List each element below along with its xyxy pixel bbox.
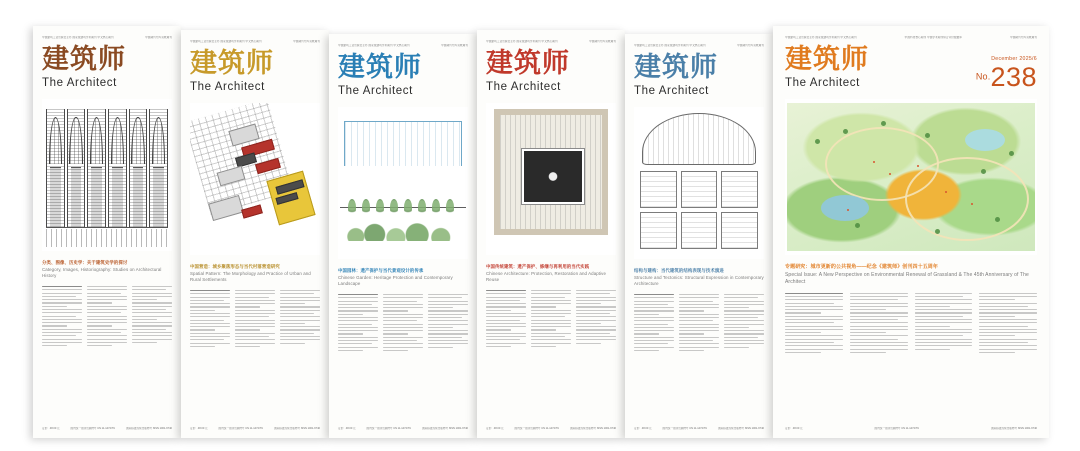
issue-number: 238 bbox=[990, 62, 1037, 93]
cover-6-body-text bbox=[785, 293, 1037, 422]
landscape-planting bbox=[344, 219, 462, 241]
cover-3-headline-cn: 中国园林：遗产保护与当代景观设计的传承 bbox=[338, 268, 424, 274]
magazine-cover-3[interactable] bbox=[329, 34, 477, 438]
cover-2-price: 定价：48.00 元 bbox=[190, 426, 208, 430]
micro-right: 中国期刊方阵双效期刊 bbox=[441, 44, 468, 47]
cover-2-artwork bbox=[190, 103, 320, 255]
cover-6-issue-block bbox=[976, 57, 1037, 91]
cover-2-title-en: The Architect bbox=[190, 81, 265, 94]
cover-4-title-cn: 建筑师 bbox=[486, 48, 570, 80]
cover-5-headline-cn: 结构与建构：当代建筑的结构表现与技术演进 bbox=[634, 268, 724, 274]
micro-right: 中国期刊方阵双效期刊 bbox=[293, 40, 320, 43]
cover-6-title-cn: 建筑师 bbox=[785, 44, 869, 76]
micro-left: 中国建筑工业出版社主办 国家级建筑学术期刊 中文核心期刊 bbox=[634, 44, 706, 47]
cover-6-price: 定价：48.00 元 bbox=[785, 426, 803, 430]
magazine-cover-5[interactable] bbox=[625, 34, 773, 438]
arcade-illustration bbox=[46, 109, 168, 228]
cover-4-price: 定价：48.00 元 bbox=[486, 426, 504, 430]
cover-6-artwork bbox=[785, 99, 1037, 255]
cover-2-title-row bbox=[190, 50, 320, 95]
cover-3-footer bbox=[338, 427, 468, 430]
cover-4-headline bbox=[486, 264, 616, 284]
cover-3-title-cn: 建筑师 bbox=[338, 52, 422, 84]
cover-4-cn-number: 国内统一连续出版物号 CN 11-1474/TU bbox=[514, 426, 560, 430]
cover-3-artwork bbox=[338, 107, 468, 259]
vault-section-drawing bbox=[642, 113, 756, 165]
cover-4-title-en: The Architect bbox=[486, 81, 561, 94]
magazine-cover-2[interactable] bbox=[181, 30, 329, 438]
arcade-ground-hatch bbox=[46, 229, 168, 247]
cover-4-title-row bbox=[486, 50, 616, 95]
cover-6-issn: 国际标准连续出版物号 ISSN 1001-6740 bbox=[991, 426, 1037, 430]
cover-5-title-en: The Architect bbox=[634, 85, 709, 98]
cover-3-headline bbox=[338, 268, 468, 288]
cover-2-headline-en: Spatial Pattern: The Morphology and Practice of Urban and Rural Settlements bbox=[190, 270, 311, 283]
magazine-cover-4[interactable] bbox=[477, 30, 625, 438]
micro-mid: 中国科技核心期刊 中国学术期刊综合评价数据库 bbox=[904, 36, 963, 39]
cover-6-headline-cn: 专题研究：城市更新的公共视角——纪念《建筑师》创刊四十五周年 bbox=[785, 264, 939, 271]
cover-2-cn-number: 国内统一连续出版物号 CN 11-1474/TU bbox=[218, 426, 264, 430]
cover-1-artwork bbox=[42, 99, 172, 251]
cover-5-cn-number: 国内统一连续出版物号 CN 11-1474/TU bbox=[662, 426, 708, 430]
cover-2-title-cn: 建筑师 bbox=[190, 48, 274, 80]
micro-left: 中国建筑工业出版社主办 国家级建筑学术期刊 中文核心期刊 bbox=[190, 40, 262, 43]
magazine-cover-1[interactable] bbox=[33, 26, 181, 438]
micro-right: 中国期刊方阵双效期刊 bbox=[589, 40, 616, 43]
micro-right: 中国期刊方阵双效期刊 bbox=[1010, 36, 1037, 39]
cover-4-headline-en: Chinese Architecture: Protection, Restoration and Adaptive Reuse bbox=[486, 270, 607, 283]
cover-1-footer bbox=[42, 427, 172, 430]
cover-6-headline bbox=[785, 264, 1037, 287]
cover-1-cn-number: 国内统一连续出版物号 CN 11-1474/TU bbox=[70, 426, 116, 430]
cover-2-body-text bbox=[190, 290, 320, 422]
micro-left: 中国建筑工业出版社主办 国家级建筑学术期刊 中文核心期刊 bbox=[338, 44, 410, 47]
cover-6-masthead-microtext bbox=[785, 36, 1037, 39]
drawing-grid bbox=[640, 171, 758, 249]
cover-6-cn-number: 国内统一连续出版物号 CN 11-1474/TU bbox=[874, 426, 920, 430]
cover-6-title-row bbox=[785, 46, 1037, 91]
cover-2-headline bbox=[190, 264, 320, 284]
cover-4-masthead-microtext bbox=[486, 40, 616, 43]
cover-5-artwork bbox=[634, 107, 764, 259]
cover-5-headline-en: Structure and Tectonics: Structural Expression in Contemporary Architecture bbox=[634, 274, 764, 287]
cover-3-title-row bbox=[338, 54, 468, 99]
cover-6-headline-en: Special Issue: A New Perspective on Environmental Renewal of Grassland & The 45th Anniversary of The Architect bbox=[785, 271, 1029, 286]
cover-5-footer bbox=[634, 427, 764, 430]
cover-3-body-text bbox=[338, 294, 468, 422]
cover-4-artwork bbox=[486, 103, 616, 255]
cover-3-cn-number: 国内统一连续出版物号 CN 11-1474/TU bbox=[366, 426, 412, 430]
cover-4-headline-cn: 中国传统建筑：遗产保护、修缮与再利用的当代实践 bbox=[486, 264, 590, 270]
cover-2-footer bbox=[190, 427, 320, 430]
cover-4-body-text bbox=[486, 290, 616, 422]
issue-no-label: No. bbox=[975, 71, 991, 82]
cover-3-issn: 国际标准连续出版物号 ISSN 1001-6740 bbox=[422, 426, 468, 430]
micro-left: 中国建筑工业出版社主办 国家级建筑学术期刊 中文核心期刊 bbox=[42, 36, 114, 39]
cover-5-price: 定价：48.00 元 bbox=[634, 426, 652, 430]
cover-3-title-en: The Architect bbox=[338, 85, 413, 98]
cover-5-headline bbox=[634, 268, 764, 288]
cover-1-headline-cn: 分类、图像、历史学：关于建筑史学的探讨 bbox=[42, 260, 128, 266]
cover-1-headline-en: Category, Images, Historiography: Studies on Architectural History bbox=[42, 266, 162, 279]
cover-2-masthead-microtext bbox=[190, 40, 320, 43]
cover-1-title-en: The Architect bbox=[42, 77, 117, 90]
cover-5-body-text bbox=[634, 294, 764, 422]
cover-1-issn: 国际标准连续出版物号 ISSN 1001-6740 bbox=[126, 426, 172, 430]
cover-6-title-en: The Architect bbox=[785, 77, 860, 90]
cover-3-headline-en: Chinese Garden: Heritage Protection and Contemporary Landscape bbox=[338, 274, 453, 287]
cover-1-price: 定价：48.00 元 bbox=[42, 426, 60, 430]
cover-3-price: 定价：48.00 元 bbox=[338, 426, 356, 430]
cover-2-headline-cn: 中国营造：城乡聚落形态与当代村落营造研究 bbox=[190, 264, 280, 270]
cover-1-body-text bbox=[42, 286, 172, 422]
cover-5-title-cn: 建筑师 bbox=[634, 52, 718, 84]
cover-3-masthead-microtext bbox=[338, 44, 468, 47]
inset-photo bbox=[522, 149, 583, 203]
cover-5-issn: 国际标准连续出版物号 ISSN 1001-6740 bbox=[718, 426, 764, 430]
micro-left: 中国建筑工业出版社主办 国家级建筑学术期刊 中文核心期刊 bbox=[785, 36, 857, 39]
cover-4-footer bbox=[486, 427, 616, 430]
cover-2-issn: 国际标准连续出版物号 ISSN 1001-6740 bbox=[274, 426, 320, 430]
cover-1-headline bbox=[42, 260, 172, 280]
cover-5-masthead-microtext bbox=[634, 44, 764, 47]
section-elevation-line bbox=[344, 121, 462, 166]
issue-date: December 2025/6 bbox=[991, 56, 1037, 63]
magazine-cover-6-front[interactable] bbox=[773, 26, 1049, 438]
cover-1-masthead-microtext bbox=[42, 36, 172, 39]
micro-left: 中国建筑工业出版社主办 国家级建筑学术期刊 中文核心期刊 bbox=[486, 40, 558, 43]
cover-1-title-cn: 建筑师 bbox=[42, 44, 126, 76]
micro-right: 中国期刊方阵双效期刊 bbox=[737, 44, 764, 47]
cover-4-issn: 国际标准连续出版物号 ISSN 1001-6740 bbox=[570, 426, 616, 430]
micro-right: 中国期刊方阵双效期刊 bbox=[145, 36, 172, 39]
cover-5-title-row bbox=[634, 54, 764, 99]
cover-6-footer bbox=[785, 427, 1037, 430]
cover-1-title-row bbox=[42, 46, 172, 91]
framed-drawing bbox=[494, 109, 608, 235]
